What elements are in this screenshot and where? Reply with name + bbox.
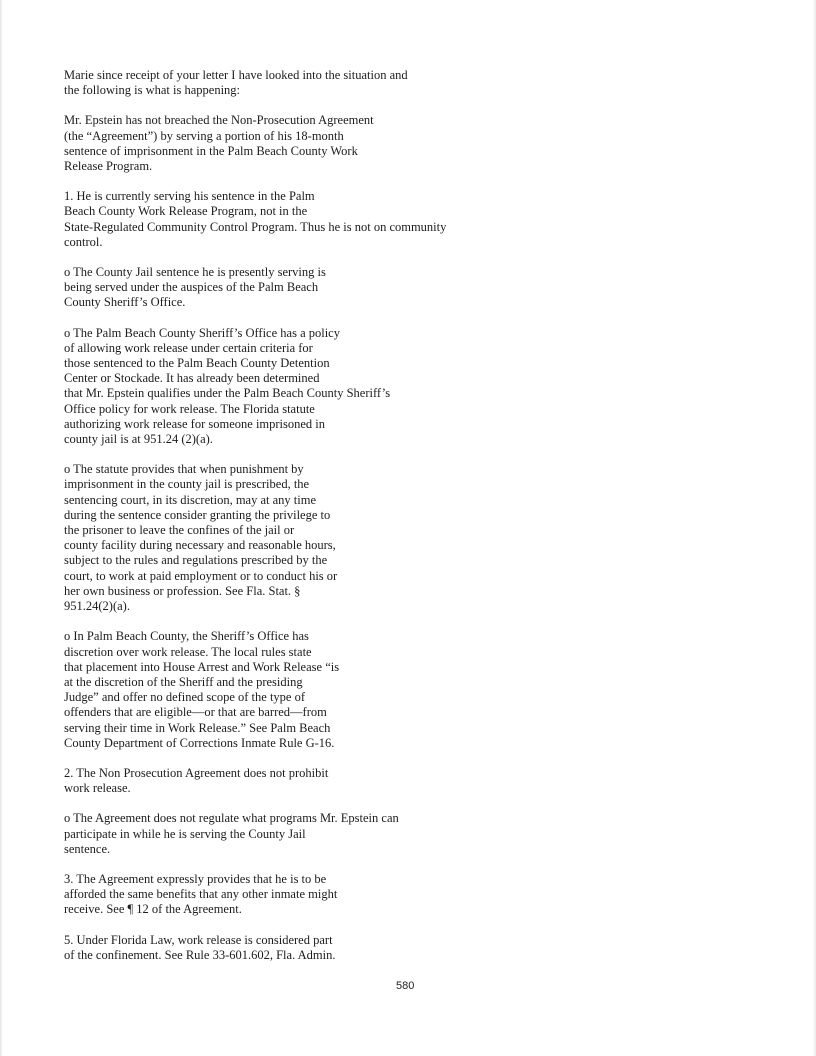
text-line: discretion over work release. The local rules state xyxy=(64,644,312,659)
text-line: (the “Agreement”) by serving a portion of his 18-month xyxy=(64,128,344,143)
text-line: o The County Jail sentence he is presently serving is xyxy=(64,265,326,280)
paragraph xyxy=(64,189,484,250)
text-line: o In Palm Beach County, the Sheriff’s Office has xyxy=(64,629,309,644)
text-line: County Department of Corrections Inmate Rule G-16. xyxy=(64,735,335,750)
paragraph xyxy=(64,113,484,174)
paragraph xyxy=(64,326,484,448)
text-line: that Mr. Epstein qualifies under the Palm Beach County Sheriff’s xyxy=(64,386,391,401)
text-line: that placement into House Arrest and Work Release “is xyxy=(64,659,340,674)
text-line: 1. He is currently serving his sentence in the Palm xyxy=(64,189,315,204)
text-line: imprisonment in the county jail is prescribed, the xyxy=(64,477,310,492)
text-line: sentence of imprisonment in the Palm Beach County Work xyxy=(64,143,358,158)
paragraph xyxy=(64,629,484,751)
text-line: sentence. xyxy=(64,841,111,856)
text-line: Marie since receipt of your letter I have looked into the situation and xyxy=(64,68,408,82)
text-line: those sentenced to the Palm Beach County Detention xyxy=(64,356,330,371)
text-line: County Sheriff’s Office. xyxy=(64,295,186,310)
text-line: Mr. Epstein has not breached the Non-Prosecution Agreement xyxy=(64,113,374,128)
page-number: 580 xyxy=(396,980,415,992)
text-line: subject to the rules and regulations prescribed by the xyxy=(64,553,328,568)
text-line: State-Regulated Community Control Program. Thus he is not on community xyxy=(64,219,447,234)
text-line: court, to work at paid employment or to conduct his or xyxy=(64,568,338,583)
text-line: being served under the auspices of the Palm Beach xyxy=(64,280,319,295)
paragraph xyxy=(64,766,484,796)
paragraph xyxy=(64,872,484,918)
paragraph xyxy=(64,811,484,857)
text-line: county facility during necessary and reasonable hours, xyxy=(64,538,336,553)
text-line: of the confinement. See Rule 33-601.602, Fla. Admin. xyxy=(64,947,336,962)
paragraph xyxy=(64,462,484,614)
text-line: Release Program. xyxy=(64,159,153,174)
text-line: the prisoner to leave the confines of the jail or xyxy=(64,523,295,538)
text-line: 951.24(2)(a). xyxy=(64,599,130,614)
text-line: work release. xyxy=(64,781,131,796)
text-line: o The Agreement does not regulate what programs Mr. Epstein can xyxy=(64,811,399,826)
text-line: 5. Under Florida Law, work release is considered part xyxy=(64,932,333,947)
paragraph xyxy=(64,933,484,963)
text-line: Judge” and offer no defined scope of the type of xyxy=(64,690,306,705)
text-line: of allowing work release under certain criteria for xyxy=(64,340,313,355)
text-line: her own business or profession. See Fla. Stat. § xyxy=(64,583,301,598)
text-line: Beach County Work Release Program, not in the xyxy=(64,204,308,219)
text-line: serving their time in Work Release.” See Palm Beach xyxy=(64,720,331,735)
text-line: 3. The Agreement expressly provides that he is to be xyxy=(64,871,327,886)
text-line: receive. See ¶ 12 of the Agreement. xyxy=(64,902,242,917)
text-line: authorizing work release for someone imprisoned in xyxy=(64,416,326,431)
text-line: Office policy for work release. The Florida statute xyxy=(64,401,315,416)
scan-edge-left xyxy=(0,0,3,1056)
text-line: 2. The Non Prosecution Agreement does not prohibit xyxy=(64,765,329,780)
paragraph xyxy=(64,68,484,98)
text-line: sentencing court, in its discretion, may at any time xyxy=(64,492,317,507)
text-line: o The Palm Beach County Sheriff’s Office has a policy xyxy=(64,325,340,340)
text-line: afforded the same benefits that any other inmate might xyxy=(64,887,338,902)
paragraph xyxy=(64,265,484,311)
text-line: offenders that are eligible—or that are barred—from xyxy=(64,705,327,720)
text-line: o The statute provides that when punishment by xyxy=(64,462,304,477)
document-body xyxy=(64,68,484,978)
text-line: during the sentence consider granting the privilege to xyxy=(64,507,331,522)
text-line: county jail is at 951.24 (2)(a). xyxy=(64,432,213,447)
text-line: the following is what is happening: xyxy=(64,83,241,98)
text-line: participate in while he is serving the County Jail xyxy=(64,826,306,841)
text-line: Center or Stockade. It has already been determined xyxy=(64,371,320,386)
text-line: at the discretion of the Sheriff and the presiding xyxy=(64,674,303,689)
text-line: control. xyxy=(64,234,103,249)
